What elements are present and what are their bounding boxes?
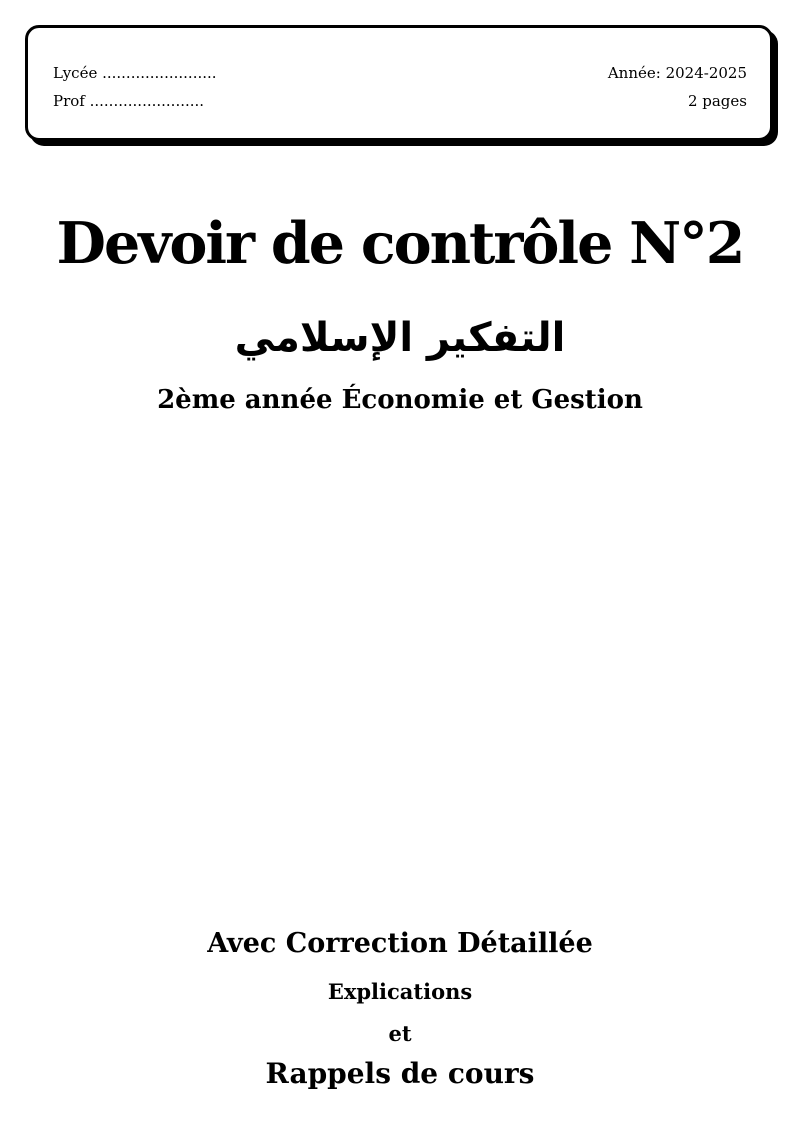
teacher-field: Prof ........................ bbox=[53, 92, 205, 110]
conjunction-text: et bbox=[388, 1021, 412, 1046]
school-field: Lycée ........................ bbox=[53, 64, 217, 82]
header-box bbox=[25, 25, 773, 141]
school-year: Année: 2024-2025 bbox=[607, 64, 747, 82]
subject-arabic: التفكير الإسلامي bbox=[234, 315, 566, 361]
class-level: 2ème année Économie et Gestion bbox=[157, 385, 643, 415]
page-count: 2 pages bbox=[687, 92, 747, 110]
explanations-note: Explications bbox=[327, 979, 473, 1004]
correction-note: Avec Correction Détaillée bbox=[207, 928, 593, 959]
course-reminders-note: Rappels de cours bbox=[265, 1057, 535, 1090]
page-title: Devoir de contrôle N°2 bbox=[56, 210, 744, 277]
